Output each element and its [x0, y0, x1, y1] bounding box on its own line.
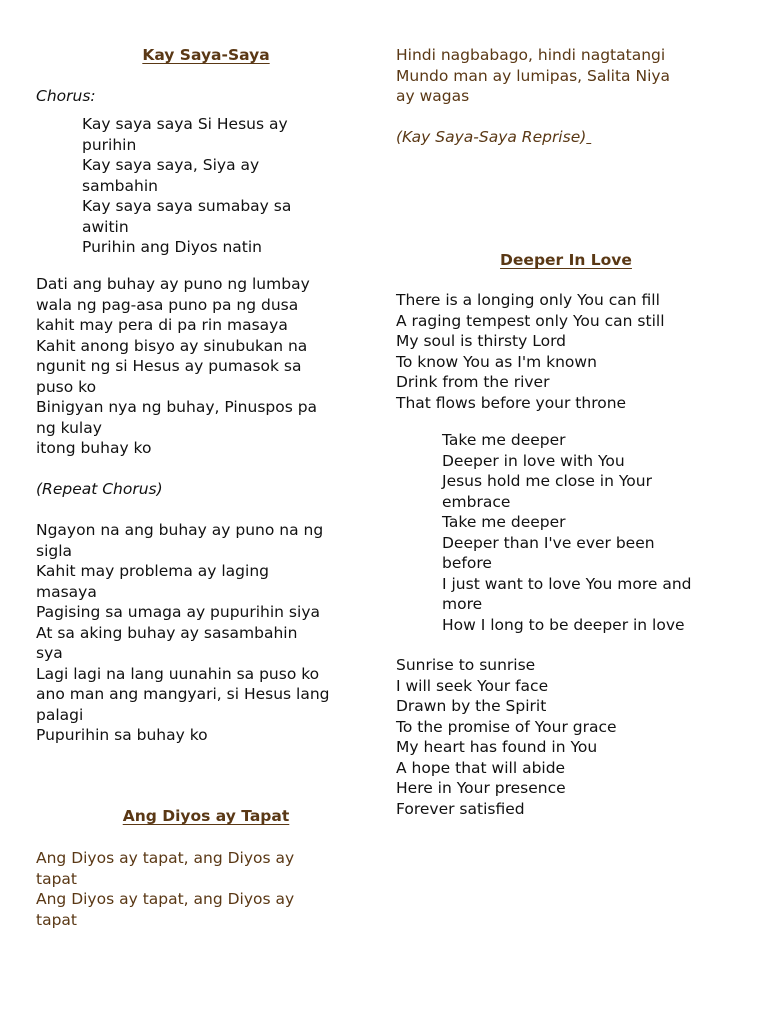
lyric-line: Take me deeper	[442, 431, 566, 449]
lyric-line: sambahin	[82, 176, 158, 195]
verse-two-lines	[36, 520, 376, 746]
lyric-line: Pagising sa umaga ay pupurihin siya	[36, 603, 320, 621]
lyric-line: purihin	[82, 135, 137, 154]
lyric-line: Take me deeper	[442, 513, 566, 531]
lyric-line: A raging tempest only You can still	[396, 311, 665, 330]
lyric-line: tapat	[36, 910, 77, 929]
lyric-line: more	[442, 595, 483, 613]
lyric-line: wala ng pag-asa puno pa ng dusa	[36, 295, 299, 314]
lyric-line: How I long to be deeper in love	[442, 615, 685, 634]
lyric-line: Ngayon na ang buhay ay puno na ng	[36, 521, 324, 539]
lyric-line: Ang Diyos ay tapat, ang Diyos ay	[36, 849, 295, 867]
lyric-line: ano man ang mangyari, si Hesus lang	[36, 685, 330, 703]
lyric-line: embrace	[442, 492, 511, 511]
reprise-note	[396, 127, 736, 148]
lyric-line: kahit may pera di pa rin masaya	[36, 316, 288, 334]
reprise-underline	[586, 128, 591, 146]
lyric-line: Kay saya saya sumabay sa	[82, 197, 292, 215]
chorus-label: Chorus:	[36, 87, 96, 105]
lyric-line: ng kulay	[36, 418, 102, 437]
lyric-line: Kay saya saya, Siya ay	[82, 156, 260, 174]
lyric-line: Deeper than I've ever been	[442, 533, 655, 552]
lyric-line: tapat	[36, 869, 77, 888]
verse-one-lines	[36, 274, 376, 459]
deeper-verse-two-lines	[396, 655, 736, 819]
song-title-ang-diyos-ay-tapat: Ang Diyos ay Tapat	[122, 807, 290, 825]
lyric-line: At sa aking buhay ay sasambahin	[36, 623, 298, 642]
chorus-lines	[36, 114, 376, 258]
song-title-kay-saya-saya: Kay Saya-Saya	[142, 46, 270, 64]
lyric-line: Lagi lagi na lang uunahin sa puso ko	[36, 664, 320, 683]
lyric-line: A hope that will abide	[396, 758, 566, 777]
song-title-deeper-in-love: Deeper In Love	[500, 251, 632, 269]
lyric-line: Deeper in love with You	[442, 451, 625, 470]
lyric-line: Drawn by the Spirit	[396, 697, 547, 715]
lyric-line: Forever satisfied	[396, 799, 525, 818]
lyric-line: I just want to love You more and	[442, 574, 692, 593]
lyric-line: Drink from the river	[396, 373, 550, 391]
lyric-line: awitin	[82, 217, 129, 236]
lyric-line: My heart has found in You	[396, 738, 598, 756]
lyric-line: Here in Your presence	[396, 779, 566, 797]
lyric-line: I will seek Your face	[396, 676, 549, 695]
lyric-line: Purihin ang Diyos natin	[82, 238, 262, 256]
lyric-line: sya	[36, 644, 63, 662]
lyric-line: That flows before your throne	[396, 393, 627, 412]
lyric-line: sigla	[36, 541, 73, 560]
repeat-chorus-note: (Repeat Chorus)	[36, 480, 163, 498]
lyric-line: Ang Diyos ay tapat, ang Diyos ay	[36, 890, 295, 908]
lyric-line: Kahit may problema ay laging	[36, 562, 269, 580]
lyric-line: Sunrise to sunrise	[396, 656, 536, 674]
lyric-line: Kahit anong bisyo ay sinubukan na	[36, 336, 308, 355]
lyric-line: Binigyan nya ng buhay, Pinuspos pa	[36, 398, 318, 416]
lyric-line: There is a longing only You can fill	[396, 291, 660, 309]
lyric-line: Hindi nagbabago, hindi nagtatangi	[396, 46, 666, 64]
ang-diyos-continued-lines	[396, 45, 736, 107]
lyric-line: Jesus hold me close in Your	[442, 472, 652, 490]
lyric-line: palagi	[36, 705, 84, 724]
lyric-line: puso ko	[36, 377, 97, 396]
ang-diyos-lines	[36, 848, 376, 930]
lyric-line: To the promise of Your grace	[396, 717, 617, 736]
lyric-line: masaya	[36, 582, 97, 601]
reprise-text: (Kay Saya-Saya Reprise)	[396, 128, 587, 146]
lyric-line: ay wagas	[396, 87, 470, 105]
lyric-line: ngunit ng si Hesus ay pumasok sa	[36, 357, 302, 375]
deeper-verse-one-lines	[396, 290, 736, 413]
lyric-line: itong buhay ko	[36, 439, 152, 457]
lyric-line: Mundo man ay lumipas, Salita Niya	[396, 66, 671, 85]
lyric-line: Pupurihin sa buhay ko	[36, 726, 208, 744]
lyric-line: Kay saya saya Si Hesus ay	[82, 115, 288, 133]
deeper-chorus-lines	[396, 430, 736, 635]
lyric-line: Dati ang buhay ay puno ng lumbay	[36, 275, 310, 293]
lyric-line: To know You as I'm known	[396, 352, 597, 371]
lyric-line: before	[442, 554, 492, 572]
lyric-line: My soul is thirsty Lord	[396, 332, 567, 350]
